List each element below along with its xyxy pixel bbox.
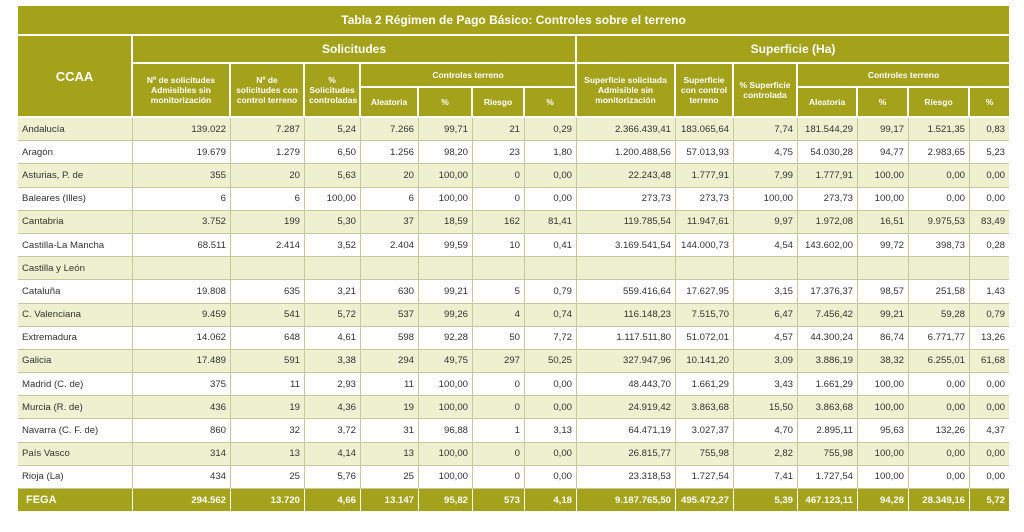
table-cell: 4,70 [734,419,798,442]
sol-controles-terreno-header: Controles terreno [361,64,577,88]
table-cell: 2.414 [231,234,305,257]
table-cell [734,257,798,280]
sup-aleatoria-header: Aleatoria [798,88,858,118]
region-name-cell: Murcia (R. de) [18,396,133,419]
table-cell: 7,72 [525,327,577,350]
table-cell: 1.200.488,56 [577,141,676,164]
table-cell [231,257,305,280]
total-cell: 13.147 [361,489,419,511]
region-name-cell: Rioja (La) [18,466,133,489]
table-cell [419,257,473,280]
total-cell: 28.349,16 [909,489,970,511]
total-cell: 467.123,11 [798,489,858,511]
table-cell [909,257,970,280]
table-cell: 1.777,91 [798,164,858,187]
table-cell: 0,00 [909,443,970,466]
table-cell: 83,49 [970,211,1009,234]
table-cell: 81,41 [525,211,577,234]
table-cell: 0,00 [970,164,1009,187]
table-cell: 7.515,70 [676,304,734,327]
region-name-cell: Galicia [18,350,133,373]
region-name-cell: Aragón [18,141,133,164]
region-name-cell: Castilla-La Mancha [18,234,133,257]
table-cell: 0,00 [970,396,1009,419]
table-cell: 99,21 [419,280,473,303]
table-cell [525,257,577,280]
sol-control-terreno-header: Nº de solicitudes con control terreno [231,64,305,118]
table-cell [970,257,1009,280]
sol-riesgo-header: Riesgo [473,88,525,118]
table-cell: 19 [231,396,305,419]
table-cell: 96,88 [419,419,473,442]
table-cell: 32 [231,419,305,442]
table-cell: 17.489 [133,350,231,373]
table-cell: 13,26 [970,327,1009,350]
table-cell [858,257,909,280]
table-cell: 20 [231,164,305,187]
table-cell: 860 [133,419,231,442]
table-cell: 2.983,65 [909,141,970,164]
table-cell: 0,00 [909,164,970,187]
total-cell: 13.720 [231,489,305,511]
table-cell: 755,98 [798,443,858,466]
table-cell: 11 [231,373,305,396]
table-cell: 0,00 [909,188,970,211]
table-cell: 327.947,96 [577,350,676,373]
table-cell: 1.727,54 [798,466,858,489]
table-cell: 23 [473,141,525,164]
table-cell: 0,79 [970,304,1009,327]
table-cell: 162 [473,211,525,234]
total-cell: 5,39 [734,489,798,511]
table-cell: 0,00 [909,373,970,396]
table-cell: 0,00 [525,164,577,187]
table-cell [473,257,525,280]
table-cell: 0 [473,164,525,187]
table-cell: 68.511 [133,234,231,257]
table-cell: 3,15 [734,280,798,303]
table-cell: 4 [473,304,525,327]
table-cell: 59,28 [909,304,970,327]
table-cell: 100,00 [858,466,909,489]
table-cell: 251,58 [909,280,970,303]
table-title: Tabla 2 Régimen de Pago Básico: Controles sobre el terreno [18,6,1009,36]
table-cell: 37 [361,211,419,234]
sup-control-terreno-header: Superficie con control terreno [676,64,734,118]
table-cell: 24.919,42 [577,396,676,419]
table-cell: 99,59 [419,234,473,257]
table-cell: 99,17 [858,118,909,141]
table-cell: 1.972,08 [798,211,858,234]
table-cell: 13 [361,443,419,466]
table-cell: 6 [133,188,231,211]
total-cell: 4,66 [305,489,361,511]
table-cell: 132,26 [909,419,970,442]
table-row [18,419,1009,442]
table-cell: 92,28 [419,327,473,350]
table-cell: 3,21 [305,280,361,303]
table-cell: 3.027,37 [676,419,734,442]
table-cell: 5,24 [305,118,361,141]
table-cell: 0,29 [525,118,577,141]
table-cell: 44.300,24 [798,327,858,350]
table-cell: 297 [473,350,525,373]
table-cell: 5,30 [305,211,361,234]
region-name-cell: Castilla y León [18,257,133,280]
table-cell: 7.266 [361,118,419,141]
table-cell: 86,74 [858,327,909,350]
table-cell: 10 [473,234,525,257]
table-cell: 100,00 [419,164,473,187]
table-cell [361,257,419,280]
table-cell: 2.366.439,41 [577,118,676,141]
sup-controles-terreno-header: Controles terreno [798,64,1009,88]
data-table [18,6,1009,511]
table-cell: 11.947,61 [676,211,734,234]
table-cell: 5 [473,280,525,303]
table-cell: 5,63 [305,164,361,187]
table-cell: 398,73 [909,234,970,257]
region-name-cell: Navarra (C. F. de) [18,419,133,442]
table-body [18,118,1009,489]
table-cell: 591 [231,350,305,373]
table-cell: 4,54 [734,234,798,257]
table-cell: 20 [361,164,419,187]
table-cell: 3,38 [305,350,361,373]
sol-aleatoria-pct-header: % [419,88,473,118]
table-container [18,6,1009,511]
table-cell: 5,76 [305,466,361,489]
table-cell: 0,00 [909,396,970,419]
ccaa-header: CCAA [18,36,133,118]
table-cell: 1.256 [361,141,419,164]
table-cell: 51.072,01 [676,327,734,350]
table-cell: 314 [133,443,231,466]
table-cell: 100,00 [305,188,361,211]
sup-admisible-header: Superficie solicitada Admisible sin monitorización [577,64,676,118]
table-cell: 375 [133,373,231,396]
table-cell: 100,00 [858,396,909,419]
region-name-cell: País Vasco [18,443,133,466]
table-row [18,234,1009,257]
table-cell: 4,36 [305,396,361,419]
total-cell: 5,72 [970,489,1009,511]
table-cell: 144.000,73 [676,234,734,257]
table-cell: 49,75 [419,350,473,373]
table-cell: 7,99 [734,164,798,187]
table-cell: 100,00 [858,188,909,211]
table-cell: 755,98 [676,443,734,466]
table-cell: 100,00 [419,466,473,489]
table-cell: 100,00 [858,373,909,396]
table-cell: 541 [231,304,305,327]
table-row [18,350,1009,373]
region-name-cell: Madrid (C. de) [18,373,133,396]
table-cell: 6 [231,188,305,211]
table-cell: 100,00 [419,396,473,419]
table-cell: 3.863,68 [676,396,734,419]
table-cell: 559.416,64 [577,280,676,303]
table-cell: 95,63 [858,419,909,442]
table-cell: 38,32 [858,350,909,373]
table-cell: 16,51 [858,211,909,234]
sup-riesgo-header: Riesgo [909,88,970,118]
table-cell: 0,83 [970,118,1009,141]
table-row [18,188,1009,211]
table-cell: 25 [231,466,305,489]
total-cell: 294.562 [133,489,231,511]
table-cell: 19.808 [133,280,231,303]
table-cell: 0,00 [525,373,577,396]
table-cell: 0 [473,443,525,466]
table-cell: 9.975,53 [909,211,970,234]
table-cell: 181.544,29 [798,118,858,141]
table-cell [676,257,734,280]
table-row [18,373,1009,396]
table-cell [305,257,361,280]
table-cell: 294 [361,350,419,373]
table-row [18,327,1009,350]
table-cell: 355 [133,164,231,187]
table-cell: 139.022 [133,118,231,141]
table-cell: 0,00 [970,466,1009,489]
table-row [18,443,1009,466]
table-cell: 57.013,93 [676,141,734,164]
table-cell: 64.471,19 [577,419,676,442]
sup-pct-controlada-header: % Superficie controlada [734,64,798,118]
table-row [18,396,1009,419]
table-cell: 2,82 [734,443,798,466]
table-cell: 100,00 [419,188,473,211]
table-cell: 15,50 [734,396,798,419]
table-cell [133,257,231,280]
region-name-cell: Andalucía [18,118,133,141]
table-cell: 0 [473,188,525,211]
table-row [18,304,1009,327]
table-cell: 17.627,95 [676,280,734,303]
table-cell: 1.279 [231,141,305,164]
table-cell: 7.287 [231,118,305,141]
table-cell: 19.679 [133,141,231,164]
table-cell: 5,72 [305,304,361,327]
sol-riesgo-pct-header: % [525,88,577,118]
region-name-cell: Extremadura [18,327,133,350]
total-row [18,489,1009,511]
table-cell: 273,73 [577,188,676,211]
table-cell: 1.661,29 [676,373,734,396]
table-cell: 2,93 [305,373,361,396]
table-cell: 0,00 [909,466,970,489]
table-row [18,280,1009,303]
table-cell: 3.169.541,54 [577,234,676,257]
table-cell: 11 [361,373,419,396]
table-cell: 6 [361,188,419,211]
table-cell: 648 [231,327,305,350]
table-cell: 7.456,42 [798,304,858,327]
total-cell: 94,28 [858,489,909,511]
table-cell: 1.777,91 [676,164,734,187]
table-cell: 98,20 [419,141,473,164]
table-cell: 99,21 [858,304,909,327]
table-cell: 0 [473,466,525,489]
table-cell: 99,72 [858,234,909,257]
table-cell: 434 [133,466,231,489]
sup-riesgo-pct-header: % [970,88,1009,118]
table-cell: 25 [361,466,419,489]
table-cell: 99,26 [419,304,473,327]
total-cell: 495.472,27 [676,489,734,511]
table-cell: 61,68 [970,350,1009,373]
table-cell: 273,73 [798,188,858,211]
table-cell: 635 [231,280,305,303]
table-cell: 3.863,68 [798,396,858,419]
total-cell: 95,82 [419,489,473,511]
sup-aleatoria-pct-header: % [858,88,909,118]
table-cell: 10.141,20 [676,350,734,373]
table-cell: 4,61 [305,327,361,350]
table-cell: 116.148,23 [577,304,676,327]
region-name-cell: Baleares (Illes) [18,188,133,211]
table-cell: 3,13 [525,419,577,442]
table-cell: 3,72 [305,419,361,442]
table-cell: 18,59 [419,211,473,234]
table-cell: 6.255,01 [909,350,970,373]
table-cell: 4,37 [970,419,1009,442]
table-cell: 26.815,77 [577,443,676,466]
table-cell: 1.727,54 [676,466,734,489]
table-cell: 0,00 [970,443,1009,466]
table-row [18,141,1009,164]
table-cell: 0,00 [525,466,577,489]
total-cell: 4,18 [525,489,577,511]
table-cell: 199 [231,211,305,234]
table-cell: 6,50 [305,141,361,164]
table-cell: 99,71 [419,118,473,141]
table-cell: 7,41 [734,466,798,489]
table-cell: 3,09 [734,350,798,373]
table-cell: 1.661,29 [798,373,858,396]
table-cell: 9.459 [133,304,231,327]
table-cell: 7,74 [734,118,798,141]
table-cell: 0,00 [970,373,1009,396]
table-cell: 31 [361,419,419,442]
table-cell [577,257,676,280]
table-cell: 6.771,77 [909,327,970,350]
table-cell: 4,57 [734,327,798,350]
table-cell: 2.895,11 [798,419,858,442]
table-cell: 94,77 [858,141,909,164]
table-cell: 54.030,28 [798,141,858,164]
table-cell: 6,47 [734,304,798,327]
region-name-cell: Asturias, P. de [18,164,133,187]
table-cell: 100,00 [419,373,473,396]
total-label-cell: FEGA [18,489,133,511]
table-cell: 537 [361,304,419,327]
table-cell: 13 [231,443,305,466]
table-cell: 9,97 [734,211,798,234]
table-cell: 0,00 [525,443,577,466]
table-cell: 0 [473,373,525,396]
table-cell: 3.886,19 [798,350,858,373]
sol-admisibles-header: Nº de solicitudes Admisibles sin monitorización [133,64,231,118]
table-cell: 98,57 [858,280,909,303]
table-row [18,257,1009,280]
table-cell: 630 [361,280,419,303]
table-cell: 22.243,48 [577,164,676,187]
table-cell: 14.062 [133,327,231,350]
table-cell: 5,23 [970,141,1009,164]
table-cell: 100,00 [419,443,473,466]
region-name-cell: C. Valenciana [18,304,133,327]
table-cell: 0,00 [525,396,577,419]
sol-pct-controladas-header: % Solicitudes controladas [305,64,361,118]
table-cell: 0,28 [970,234,1009,257]
table-cell: 1.521,35 [909,118,970,141]
total-cell: 573 [473,489,525,511]
table-cell: 3,43 [734,373,798,396]
table-cell: 1 [473,419,525,442]
table-cell: 1.117.511,80 [577,327,676,350]
table-cell: 1,80 [525,141,577,164]
table-cell: 0,79 [525,280,577,303]
table-cell: 273,73 [676,188,734,211]
table-cell: 0,00 [525,188,577,211]
table-cell: 3.752 [133,211,231,234]
table-cell: 4,75 [734,141,798,164]
table-cell: 100,00 [858,164,909,187]
table-cell: 21 [473,118,525,141]
region-name-cell: Cataluña [18,280,133,303]
table-cell: 0 [473,396,525,419]
table-row [18,118,1009,141]
table-cell: 436 [133,396,231,419]
table-row [18,466,1009,489]
solicitudes-group-header: Solicitudes [133,36,577,64]
table-cell: 19 [361,396,419,419]
table-cell [798,257,858,280]
table-cell: 4,14 [305,443,361,466]
table-cell: 17.376,37 [798,280,858,303]
total-cell: 9.187.765,50 [577,489,676,511]
table-cell: 100,00 [858,443,909,466]
table-cell: 48.443,70 [577,373,676,396]
table-cell: 183.065,64 [676,118,734,141]
table-cell: 3,52 [305,234,361,257]
table-cell: 23.318,53 [577,466,676,489]
table-row [18,164,1009,187]
table-cell: 0,41 [525,234,577,257]
table-cell: 100,00 [734,188,798,211]
table-cell: 143.602,00 [798,234,858,257]
table-cell: 50 [473,327,525,350]
sol-aleatoria-header: Aleatoria [361,88,419,118]
table-cell: 2.404 [361,234,419,257]
table-cell: 1,43 [970,280,1009,303]
table-cell: 119.785,54 [577,211,676,234]
table-cell: 0,74 [525,304,577,327]
table-cell: 598 [361,327,419,350]
superficie-group-header: Superficie (Ha) [577,36,1009,64]
table-cell: 50,25 [525,350,577,373]
table-row [18,211,1009,234]
table-cell: 0,00 [970,188,1009,211]
region-name-cell: Cantabria [18,211,133,234]
